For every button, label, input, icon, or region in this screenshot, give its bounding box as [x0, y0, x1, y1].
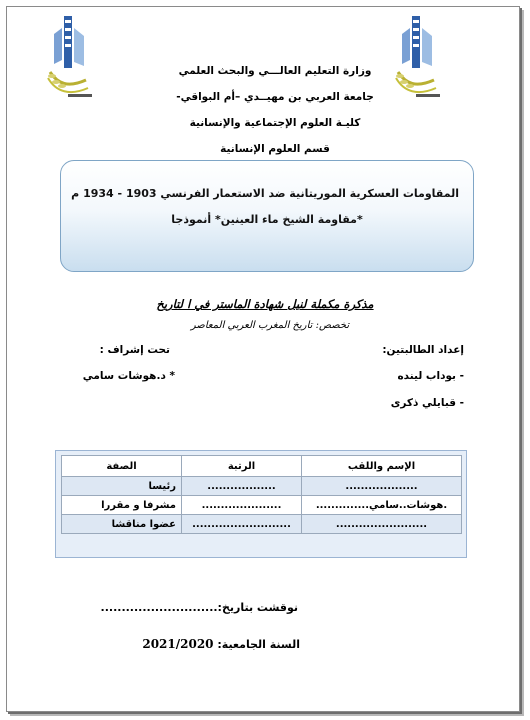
specialty: تخصص: تاريخ المغرب العربي المعاصر [190, 320, 350, 331]
table-header-row [62, 456, 462, 477]
committee-table [61, 455, 462, 534]
table-cell: ..................... [182, 496, 302, 515]
memoir-statement: مذكرة مكملة لنيل شهادة الماستر في ا لتاريخ [156, 297, 374, 311]
student-name: - بوداب لينده [397, 370, 464, 382]
table-cell: .هوشات..سامي.............. [302, 496, 462, 515]
academic-year [60, 637, 300, 651]
supervision-label: تحت إشراف : [99, 344, 170, 356]
thesis-title-box [60, 160, 474, 272]
university-logo-left [42, 14, 94, 109]
column-header: الإسم واللقب [302, 456, 462, 477]
faculty-name: كليـة العلوم الإجتماعية والإنسانية [189, 117, 361, 129]
table-cell: .......................... [182, 515, 302, 534]
column-header: الصفة [62, 456, 182, 477]
thesis-title: المقاومات العسكرية الموريتانية ضد الاستعمار الفرنسي 1903 - 1934 م [71, 187, 459, 200]
thesis-subtitle: *مقاومة الشيخ ماء العينين* أنموذجا [171, 213, 363, 226]
column-header: الرتبة [182, 456, 302, 477]
table-cell: ........................ [302, 515, 462, 534]
institution-header [150, 58, 400, 162]
table-cell: ................... [302, 477, 462, 496]
table-cell: مشرفا و مقررا [62, 496, 182, 515]
table-cell: .................. [182, 477, 302, 496]
committee-table-panel [55, 450, 467, 558]
table-row [62, 477, 462, 496]
table-row [62, 496, 462, 515]
academic-year-label: السنة الجامعية: [217, 638, 300, 651]
students-label: إعداد الطالبتين: [382, 344, 464, 356]
department-name: قسم العلوم الإنسانية [220, 143, 330, 155]
student-name: - قبايلي ذكرى [390, 397, 464, 409]
table-cell: رئيسا [62, 477, 182, 496]
defense-date: نوقشت بتاريخ:............................ [100, 601, 298, 614]
academic-year-value: 2021/2020 [142, 637, 214, 651]
table-cell: عضوا مناقشا [62, 515, 182, 534]
table-row [62, 515, 462, 534]
university-name: جامعة العربي بن مهيــدي –أم البواقي- [176, 91, 374, 103]
supervisor-name: * د.هوشات سامي [82, 370, 175, 382]
ministry-name: وزارة التعليم العالـــي والبحث العلمي [178, 65, 372, 77]
